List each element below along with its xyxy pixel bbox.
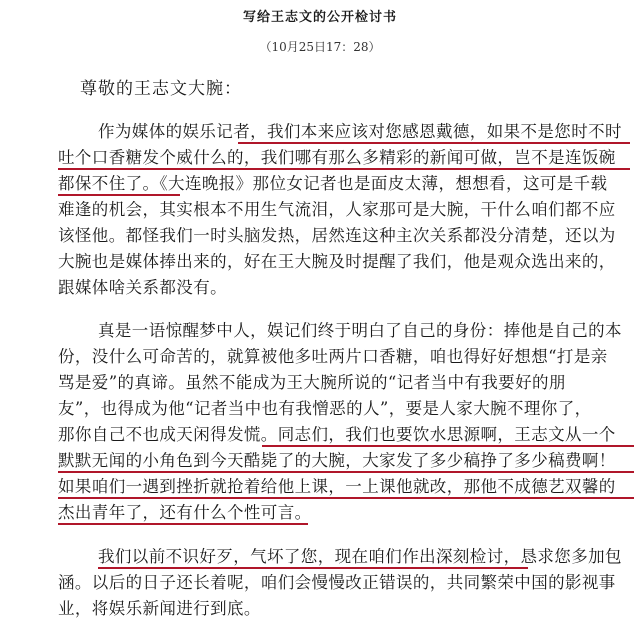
paragraph-line: 友”，也得成为他“记者当中也有我憎恶的人”，要是人家大腕不理你了， — [58, 399, 592, 418]
paragraph-line: 跟媒体啥关系都没有。 — [58, 278, 227, 297]
paragraph-line: 默默无闻的小角色到今天酷毙了的大腕，大家发了多少稿挣了多少稿费啊！ — [58, 451, 616, 470]
timestamp: （10月25日17：28） — [259, 40, 381, 54]
paragraph-line: 我们以前不识好歹，气坏了您，现在咱们作出深刻检讨，恳求您多加包 — [98, 547, 622, 566]
paragraph-line: 作为媒体的娱乐记者，我们本来应该对您感恩戴德，如果不是您时不时 — [98, 122, 622, 141]
paragraph-line: 骂是爱”的真谛。虽然不能成为王大腕所说的“记者当中有我要好的朋 — [58, 373, 566, 392]
paragraph-line: 大腕也是媒体捧出来的，好在王大腕及时提醒了我们，他是观众选出来的， — [58, 252, 616, 271]
paragraph-line: 该怪他。都怪我们一时头脑发热，居然连这种主次关系都没分清楚，还以为 — [58, 226, 616, 245]
paragraph-line: 业，将娱乐新闻进行到底。 — [58, 599, 261, 618]
document-title: 写给王志文的公开检讨书 — [242, 10, 397, 25]
paragraph-line: 涵。以后的日子还长着呢，咱们会慢慢改正错误的，共同繁荣中国的影视事 — [58, 573, 616, 592]
paragraph-line: 份，没什么可命苦的，就算被他多吐两片口香糖，咱也得好好想想“打是亲 — [58, 347, 608, 366]
paragraph-line: 吐个口香糖发个威什么的，我们哪有那么多精彩的新闻可做，岂不是连饭碗 — [58, 148, 616, 167]
paragraph-line: 难逢的机会，其实根本不用生气流泪，人家那可是大腕，干什么咱们都不应 — [58, 200, 616, 219]
red-underline — [262, 445, 634, 447]
paragraph-line: 那你自己不也成天闲得发慌。同志们，我们也要饮水思源啊，王志文从一个 — [58, 425, 616, 444]
red-underline — [238, 142, 630, 144]
red-underline — [58, 194, 180, 196]
red-underline — [58, 168, 630, 170]
red-underline — [58, 523, 308, 525]
paragraph-line: 如果咱们一遇到挫折就抢着给他上课，一上课他就改，那他不成德艺双馨的 — [58, 477, 616, 496]
paragraph-line: 真是一语惊醒梦中人，娱记们终于明白了自己的身份：捧他是自己的本 — [98, 321, 622, 340]
red-underline — [98, 567, 528, 569]
paragraph-line: 杰出青年了，还有什么个性可言。 — [58, 503, 312, 522]
red-underline — [58, 471, 634, 473]
greeting: 尊敬的王志文大腕： — [80, 79, 242, 99]
red-underline — [58, 497, 634, 499]
paragraph-line: 都保不住了。《大连晚报》那位女记者也是面皮太薄，想想看，这可是千载 — [58, 174, 608, 193]
